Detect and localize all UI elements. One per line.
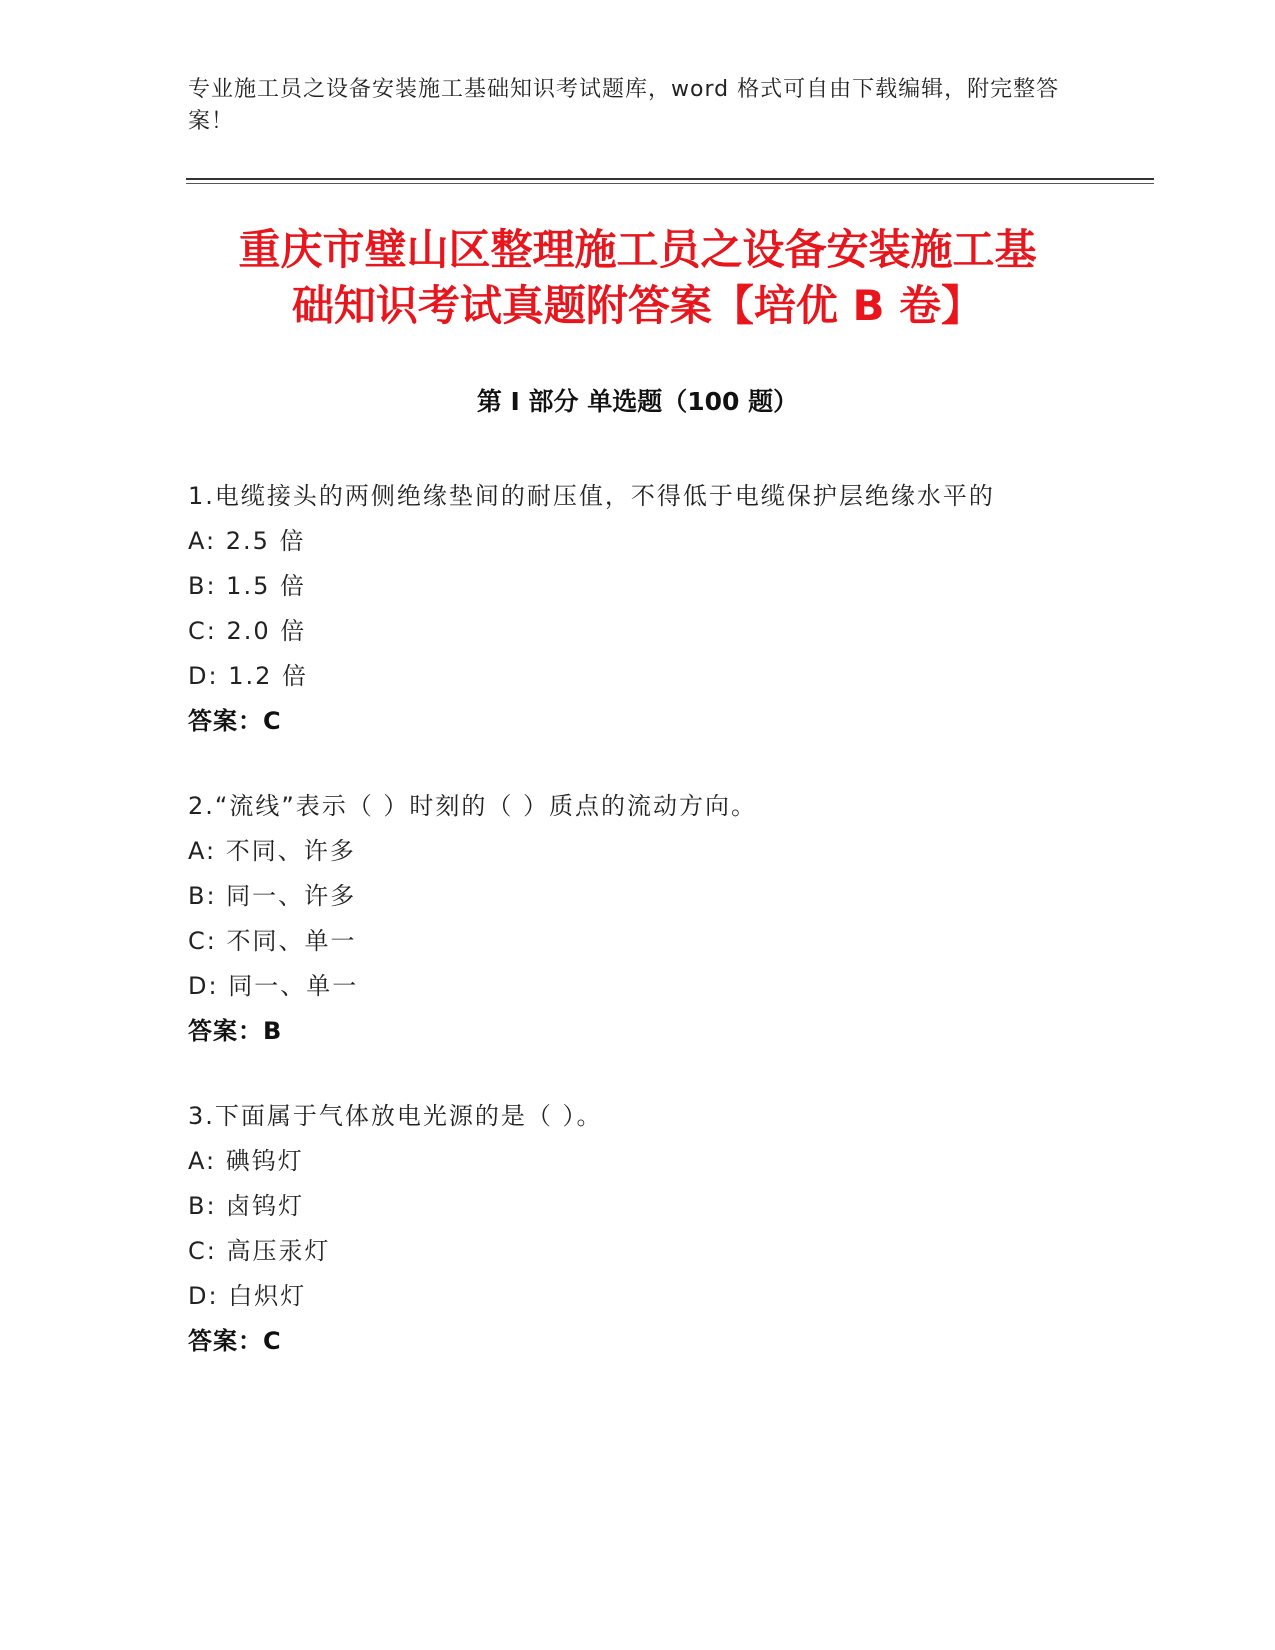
option-d: D: 白炽灯 (188, 1282, 307, 1310)
document-title (150, 222, 1125, 334)
header-divider-thin (186, 183, 1154, 184)
option-c: C: 2.0 倍 (188, 617, 307, 645)
option-b: B: 同一、许多 (188, 882, 357, 910)
option-c: C: 高压汞灯 (188, 1237, 331, 1265)
header-note: 专业施工员之设备安装施工基础知识考试题库，word 格式可自由下载编辑，附完整答案！ (188, 77, 1060, 134)
question-1 (188, 474, 1068, 744)
question-3 (188, 1094, 1068, 1364)
option-b: B: 卤钨灯 (188, 1192, 305, 1220)
question-stem: 2.“流线”表示（ ）时刻的（ ）质点的流动方向。 (188, 792, 758, 820)
option-d: D: 同一、单一 (188, 972, 359, 1000)
section-heading: 第 I 部分 单选题（100 题） (476, 387, 799, 416)
header-divider-thick (186, 178, 1154, 180)
question-2 (188, 784, 1068, 1054)
answer-line: 答案：B (188, 1017, 283, 1045)
option-a: A: 2.5 倍 (188, 527, 306, 555)
question-stem: 1.电缆接头的两侧绝缘垫间的耐压值，不得低于电缆保护层绝缘水平的 (188, 482, 995, 510)
option-d: D: 1.2 倍 (188, 662, 308, 690)
question-stem: 3.下面属于气体放电光源的是（ ）。 (188, 1102, 603, 1130)
option-a: A: 不同、许多 (188, 837, 356, 865)
option-b: B: 1.5 倍 (188, 572, 306, 600)
option-a: A: 碘钨灯 (188, 1147, 304, 1175)
option-c: C: 不同、单一 (188, 927, 357, 955)
title-line-2: 础知识考试真题附答案【培优 B 卷】 (291, 281, 984, 330)
answer-line: 答案：C (188, 707, 282, 735)
answer-line: 答案：C (188, 1327, 282, 1355)
title-line-1: 重庆市璧山区整理施工员之设备安装施工基 (238, 225, 1037, 274)
question-list (188, 474, 1068, 1404)
